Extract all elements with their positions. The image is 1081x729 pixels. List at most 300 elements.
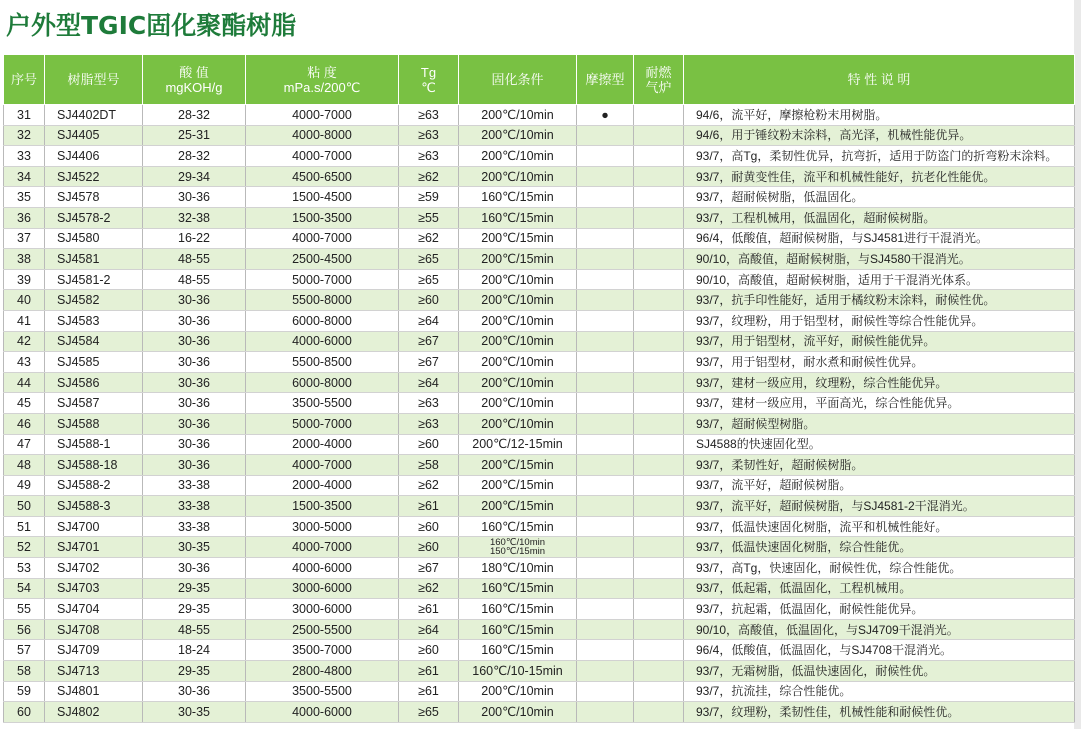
cell-description: 93/7，超耐候树脂，低温固化。: [684, 187, 1075, 208]
header-gas-oven: 耐燃 气炉: [634, 55, 684, 105]
cell-tg: ≥61: [399, 661, 459, 682]
cell-acid-value: 29-35: [143, 578, 246, 599]
cell-tg: ≥65: [399, 702, 459, 723]
cell-model: SJ4584: [45, 331, 143, 352]
cell-friction: [577, 537, 634, 558]
cell-description: 93/7，流平好，超耐候树脂，与SJ4581-2干混消光。: [684, 496, 1075, 517]
table-row: [4, 434, 1075, 455]
cell-viscosity: 4000-6000: [246, 702, 399, 723]
cell-model: SJ4713: [45, 661, 143, 682]
cell-no: 41: [4, 310, 45, 331]
cell-friction: [577, 166, 634, 187]
cell-cure: 200℃/15min: [459, 496, 577, 517]
cell-description: 93/7，抗流挂，综合性能优。: [684, 681, 1075, 702]
cell-description: 90/10，高酸值，低温固化，与SJ4709干混消光。: [684, 619, 1075, 640]
cell-acid-value: 30-36: [143, 372, 246, 393]
cell-gas-oven: [634, 125, 684, 146]
cell-gas-oven: [634, 105, 684, 126]
cell-acid-value: 30-36: [143, 434, 246, 455]
cell-acid-value: 28-32: [143, 146, 246, 167]
cell-model: SJ4405: [45, 125, 143, 146]
cell-tg: ≥63: [399, 125, 459, 146]
cell-tg: ≥64: [399, 310, 459, 331]
cell-model: SJ4588: [45, 413, 143, 434]
cell-no: 47: [4, 434, 45, 455]
cell-friction: [577, 228, 634, 249]
cell-description: 93/7，纹理粉，柔韧性佳，机械性能和耐候性优。: [684, 702, 1075, 723]
cell-no: 52: [4, 537, 45, 558]
cell-tg: ≥55: [399, 207, 459, 228]
cell-friction: [577, 187, 634, 208]
cell-tg: ≥61: [399, 496, 459, 517]
cell-friction: [577, 290, 634, 311]
cell-tg: ≥65: [399, 249, 459, 270]
cell-no: 54: [4, 578, 45, 599]
cell-model: SJ4588-2: [45, 475, 143, 496]
cell-cure: 160℃/15min: [459, 516, 577, 537]
cell-cure: 160℃/15min: [459, 578, 577, 599]
cell-tg: ≥63: [399, 413, 459, 434]
cell-viscosity: 2800-4800: [246, 661, 399, 682]
cell-model: SJ4704: [45, 599, 143, 620]
cell-no: 46: [4, 413, 45, 434]
cell-acid-value: 29-34: [143, 166, 246, 187]
cell-gas-oven: [634, 372, 684, 393]
cell-acid-value: 30-36: [143, 393, 246, 414]
cell-cure: 200℃/10min: [459, 269, 577, 290]
cell-gas-oven: [634, 393, 684, 414]
cell-description: 90/10，高酸值，超耐候树脂，适用于干混消光体系。: [684, 269, 1075, 290]
cell-tg: ≥65: [399, 269, 459, 290]
cell-gas-oven: [634, 599, 684, 620]
cell-cure: 160℃/10-15min: [459, 661, 577, 682]
cell-tg: ≥59: [399, 187, 459, 208]
cell-viscosity: 6000-8000: [246, 372, 399, 393]
cell-friction: [577, 640, 634, 661]
table-row: [4, 537, 1075, 558]
cell-no: 39: [4, 269, 45, 290]
cell-gas-oven: [634, 619, 684, 640]
cell-acid-value: 16-22: [143, 228, 246, 249]
cell-acid-value: 33-38: [143, 475, 246, 496]
cell-acid-value: 30-36: [143, 455, 246, 476]
cell-cure: 200℃/10min: [459, 702, 577, 723]
cell-model: SJ4522: [45, 166, 143, 187]
table-row: [4, 146, 1075, 167]
cell-model: SJ4581: [45, 249, 143, 270]
cell-model: SJ4583: [45, 310, 143, 331]
cell-viscosity: 3500-5500: [246, 393, 399, 414]
cell-acid-value: 33-38: [143, 516, 246, 537]
cell-friction: [577, 249, 634, 270]
cell-viscosity: 5500-8000: [246, 290, 399, 311]
cell-cure: 200℃/15min: [459, 228, 577, 249]
cell-description: 93/7，柔韧性好，超耐候树脂。: [684, 455, 1075, 476]
cell-friction: [577, 661, 634, 682]
cell-gas-oven: [634, 413, 684, 434]
resin-table: [3, 54, 1075, 723]
cell-description: 90/10，高酸值，超耐候树脂，与SJ4580干混消光。: [684, 249, 1075, 270]
table-row: [4, 290, 1075, 311]
cell-tg: ≥62: [399, 475, 459, 496]
cell-no: 44: [4, 372, 45, 393]
cell-acid-value: 30-36: [143, 310, 246, 331]
header-viscosity: 粘 度 mPa.s/200℃: [246, 55, 399, 105]
table-row: [4, 640, 1075, 661]
cell-cure: 160℃/15min: [459, 207, 577, 228]
table-row: [4, 599, 1075, 620]
cell-viscosity: 4000-7000: [246, 146, 399, 167]
cell-gas-oven: [634, 455, 684, 476]
cell-acid-value: 30-36: [143, 413, 246, 434]
cell-description: 93/7，低温快速固化树脂，综合性能优。: [684, 537, 1075, 558]
cell-friction: [577, 372, 634, 393]
cell-viscosity: 5500-8500: [246, 352, 399, 373]
cell-tg: ≥60: [399, 290, 459, 311]
table-row: [4, 578, 1075, 599]
cell-tg: ≥60: [399, 434, 459, 455]
cell-viscosity: 6000-8000: [246, 310, 399, 331]
header-acid-value: 酸 值 mgKOH/g: [143, 55, 246, 105]
cell-gas-oven: [634, 290, 684, 311]
cell-description: 93/7，用于铝型材，流平好，耐候性能优异。: [684, 331, 1075, 352]
cell-viscosity: 2000-4000: [246, 434, 399, 455]
cell-description: 93/7，低起霜，低温固化，工程机械用。: [684, 578, 1075, 599]
cell-tg: ≥62: [399, 228, 459, 249]
table-row: [4, 125, 1075, 146]
cell-cure: 200℃/10min: [459, 331, 577, 352]
cell-gas-oven: [634, 207, 684, 228]
cell-acid-value: 28-32: [143, 105, 246, 126]
cell-no: 33: [4, 146, 45, 167]
cell-acid-value: 29-35: [143, 599, 246, 620]
header-model: 树脂型号: [45, 55, 143, 105]
table-row: [4, 105, 1075, 126]
cell-tg: ≥62: [399, 166, 459, 187]
table-row: [4, 619, 1075, 640]
cell-acid-value: 30-35: [143, 537, 246, 558]
cell-no: 48: [4, 455, 45, 476]
cell-gas-oven: [634, 331, 684, 352]
cell-friction: [577, 393, 634, 414]
cell-friction: [577, 619, 634, 640]
table-row: [4, 558, 1075, 579]
cell-tg: ≥60: [399, 516, 459, 537]
cell-gas-oven: [634, 187, 684, 208]
cell-no: 32: [4, 125, 45, 146]
cell-friction: [577, 413, 634, 434]
cell-gas-oven: [634, 352, 684, 373]
cell-friction: [577, 475, 634, 496]
cell-tg: ≥63: [399, 105, 459, 126]
cell-tg: ≥67: [399, 331, 459, 352]
cell-gas-oven: [634, 310, 684, 331]
table-row: [4, 475, 1075, 496]
cell-cure: 200℃/15min: [459, 249, 577, 270]
table-row: [4, 187, 1075, 208]
table-row: [4, 352, 1075, 373]
cell-viscosity: 4000-7000: [246, 105, 399, 126]
cell-cure: 200℃/10min: [459, 352, 577, 373]
cell-friction: [577, 681, 634, 702]
table-row: [4, 681, 1075, 702]
cell-viscosity: 1500-4500: [246, 187, 399, 208]
cell-gas-oven: [634, 434, 684, 455]
cell-cure: 200℃/10min: [459, 105, 577, 126]
cell-cure: 200℃/10min: [459, 166, 577, 187]
cell-viscosity: 3000-6000: [246, 599, 399, 620]
cell-viscosity: 4500-6500: [246, 166, 399, 187]
cell-model: SJ4588-18: [45, 455, 143, 476]
cell-description: 93/7，耐黄变性佳，流平和机械性能好，抗老化性能优。: [684, 166, 1075, 187]
cell-viscosity: 2000-4000: [246, 475, 399, 496]
cell-viscosity: 4000-7000: [246, 455, 399, 476]
cell-viscosity: 5000-7000: [246, 269, 399, 290]
cell-no: 53: [4, 558, 45, 579]
cell-model: SJ4585: [45, 352, 143, 373]
cell-cure: 200℃/15min: [459, 475, 577, 496]
cell-no: 31: [4, 105, 45, 126]
cell-viscosity: 3500-5500: [246, 681, 399, 702]
cell-friction: [577, 331, 634, 352]
cell-acid-value: 30-36: [143, 331, 246, 352]
table-row: [4, 166, 1075, 187]
cell-no: 37: [4, 228, 45, 249]
cell-viscosity: 2500-5500: [246, 619, 399, 640]
cell-viscosity: 4000-7000: [246, 537, 399, 558]
table-row: [4, 372, 1075, 393]
cell-cure: 180℃/10min: [459, 558, 577, 579]
cell-model: SJ4588-3: [45, 496, 143, 517]
page-title: 户外型TGIC固化聚酯树脂: [6, 11, 297, 40]
cell-tg: ≥62: [399, 578, 459, 599]
cell-gas-oven: [634, 269, 684, 290]
header-friction: 摩擦型: [577, 55, 634, 105]
table-row: [4, 661, 1075, 682]
cell-gas-oven: [634, 166, 684, 187]
cell-model: SJ4708: [45, 619, 143, 640]
cell-no: 35: [4, 187, 45, 208]
cell-friction: [577, 578, 634, 599]
cell-tg: ≥64: [399, 372, 459, 393]
cell-friction: [577, 310, 634, 331]
cell-acid-value: 30-35: [143, 702, 246, 723]
cell-acid-value: 48-55: [143, 619, 246, 640]
cell-no: 59: [4, 681, 45, 702]
cell-no: 49: [4, 475, 45, 496]
cell-viscosity: 1500-3500: [246, 207, 399, 228]
cell-gas-oven: [634, 661, 684, 682]
cell-model: SJ4406: [45, 146, 143, 167]
cell-viscosity: 3000-5000: [246, 516, 399, 537]
cell-cure: 200℃/10min: [459, 310, 577, 331]
table-row: [4, 269, 1075, 290]
cell-acid-value: 29-35: [143, 661, 246, 682]
cell-model: SJ4703: [45, 578, 143, 599]
cell-description: 93/7，流平好，超耐候树脂。: [684, 475, 1075, 496]
cell-description: 93/7，建材一级应用，平面高光，综合性能优异。: [684, 393, 1075, 414]
cell-acid-value: 32-38: [143, 207, 246, 228]
cell-cure: 200℃/10min: [459, 413, 577, 434]
cell-acid-value: 30-36: [143, 681, 246, 702]
cell-no: 55: [4, 599, 45, 620]
cell-friction: [577, 125, 634, 146]
cell-cure: 160℃/10min 150℃/15min: [459, 537, 577, 558]
cell-friction: [577, 434, 634, 455]
cell-no: 42: [4, 331, 45, 352]
cell-viscosity: 4000-6000: [246, 331, 399, 352]
cell-gas-oven: [634, 228, 684, 249]
cell-description: 93/7，纹理粉，用于铝型材，耐候性等综合性能优异。: [684, 310, 1075, 331]
cell-viscosity: 4000-6000: [246, 558, 399, 579]
cell-no: 60: [4, 702, 45, 723]
cell-acid-value: 48-55: [143, 269, 246, 290]
table-header-row: [4, 55, 1075, 105]
cell-gas-oven: [634, 475, 684, 496]
table-row: [4, 310, 1075, 331]
cell-gas-oven: [634, 516, 684, 537]
cell-no: 36: [4, 207, 45, 228]
cell-tg: ≥60: [399, 640, 459, 661]
cell-description: 93/7，超耐候型树脂。: [684, 413, 1075, 434]
cell-no: 45: [4, 393, 45, 414]
cell-friction: [577, 146, 634, 167]
cell-tg: ≥63: [399, 393, 459, 414]
cell-model: SJ4588-1: [45, 434, 143, 455]
cell-no: 43: [4, 352, 45, 373]
cell-cure: 200℃/10min: [459, 146, 577, 167]
cell-acid-value: 30-36: [143, 352, 246, 373]
table-row: [4, 249, 1075, 270]
cell-friction: [577, 455, 634, 476]
cell-friction: [577, 207, 634, 228]
cell-model: SJ4578: [45, 187, 143, 208]
cell-model: SJ4802: [45, 702, 143, 723]
cell-viscosity: 4000-7000: [246, 228, 399, 249]
cell-gas-oven: [634, 249, 684, 270]
cell-no: 56: [4, 619, 45, 640]
cell-model: SJ4582: [45, 290, 143, 311]
cell-description: 96/4，低酸值，低温固化，与SJ4708干混消光。: [684, 640, 1075, 661]
cell-model: SJ4587: [45, 393, 143, 414]
cell-tg: ≥67: [399, 558, 459, 579]
cell-friction: [577, 352, 634, 373]
table-row: [4, 702, 1075, 723]
cell-acid-value: 25-31: [143, 125, 246, 146]
cell-cure: 200℃/10min: [459, 681, 577, 702]
cell-friction: [577, 599, 634, 620]
cell-friction: [577, 516, 634, 537]
cell-model: SJ4578-2: [45, 207, 143, 228]
table-row: [4, 207, 1075, 228]
table-row: [4, 228, 1075, 249]
cell-viscosity: 1500-3500: [246, 496, 399, 517]
cell-model: SJ4586: [45, 372, 143, 393]
table-row: [4, 455, 1075, 476]
cell-acid-value: 30-36: [143, 290, 246, 311]
cell-cure: 200℃/10min: [459, 125, 577, 146]
cell-model: SJ4580: [45, 228, 143, 249]
cell-tg: ≥58: [399, 455, 459, 476]
cell-gas-oven: [634, 681, 684, 702]
cell-acid-value: 48-55: [143, 249, 246, 270]
cell-model: SJ4700: [45, 516, 143, 537]
cell-acid-value: 30-36: [143, 558, 246, 579]
cell-description: 93/7，用于铝型材，耐水煮和耐候性优异。: [684, 352, 1075, 373]
table-row: [4, 331, 1075, 352]
cell-friction: [577, 558, 634, 579]
cell-tg: ≥63: [399, 146, 459, 167]
cell-gas-oven: [634, 558, 684, 579]
cell-description: SJ4588的快速固化型。: [684, 434, 1075, 455]
cell-gas-oven: [634, 146, 684, 167]
cell-gas-oven: [634, 537, 684, 558]
cell-cure: 200℃/15min: [459, 455, 577, 476]
cell-no: 51: [4, 516, 45, 537]
cell-cure: 160℃/15min: [459, 187, 577, 208]
cell-viscosity: 2500-4500: [246, 249, 399, 270]
cell-gas-oven: [634, 702, 684, 723]
cell-description: 93/7，无霜树脂，低温快速固化，耐候性优。: [684, 661, 1075, 682]
cell-cure: 200℃/10min: [459, 290, 577, 311]
cell-tg: ≥60: [399, 537, 459, 558]
cell-viscosity: 3500-7000: [246, 640, 399, 661]
cell-description: 93/7，工程机械用，低温固化，超耐候树脂。: [684, 207, 1075, 228]
cell-tg: ≥64: [399, 619, 459, 640]
cell-viscosity: 3000-6000: [246, 578, 399, 599]
cell-no: 58: [4, 661, 45, 682]
cell-friction: [577, 496, 634, 517]
table-row: [4, 413, 1075, 434]
cell-description: 93/7，建材一级应用，纹理粉，综合性能优异。: [684, 372, 1075, 393]
cell-description: 93/7，低温快速固化树脂，流平和机械性能好。: [684, 516, 1075, 537]
cell-description: 93/7，抗起霜，低温固化，耐候性能优异。: [684, 599, 1075, 620]
cell-acid-value: 18-24: [143, 640, 246, 661]
cell-viscosity: 5000-7000: [246, 413, 399, 434]
cell-description: 96/4，低酸值，超耐候树脂，与SJ4581进行干混消光。: [684, 228, 1075, 249]
cell-no: 40: [4, 290, 45, 311]
cell-friction: ●: [577, 105, 634, 126]
table-row: [4, 496, 1075, 517]
cell-no: 38: [4, 249, 45, 270]
cell-tg: ≥67: [399, 352, 459, 373]
cell-model: SJ4801: [45, 681, 143, 702]
cell-description: 93/7，高Tg，柔韧性优异，抗弯折，适用于防盗门的折弯粉末涂料。: [684, 146, 1075, 167]
cell-model: SJ4709: [45, 640, 143, 661]
cell-cure: 200℃/12-15min: [459, 434, 577, 455]
cell-gas-oven: [634, 640, 684, 661]
cell-no: 34: [4, 166, 45, 187]
header-no: 序号: [4, 55, 45, 105]
cell-no: 57: [4, 640, 45, 661]
table-row: [4, 516, 1075, 537]
cell-acid-value: 30-36: [143, 187, 246, 208]
cell-model: SJ4702: [45, 558, 143, 579]
cell-description: 94/6，用于锤纹粉末涂料，高光泽，机械性能优异。: [684, 125, 1075, 146]
cell-gas-oven: [634, 578, 684, 599]
cell-cure: 200℃/10min: [459, 393, 577, 414]
cell-tg: ≥61: [399, 681, 459, 702]
cell-description: 94/6，流平好，摩擦枪粉末用树脂。: [684, 105, 1075, 126]
cell-description: 93/7，抗手印性能好，适用于橘纹粉末涂料，耐候性优。: [684, 290, 1075, 311]
cell-friction: [577, 269, 634, 290]
header-cure: 固化条件: [459, 55, 577, 105]
scrollbar-track[interactable]: [1074, 0, 1081, 729]
cell-model: SJ4701: [45, 537, 143, 558]
table-row: [4, 393, 1075, 414]
cell-model: SJ4581-2: [45, 269, 143, 290]
cell-gas-oven: [634, 496, 684, 517]
